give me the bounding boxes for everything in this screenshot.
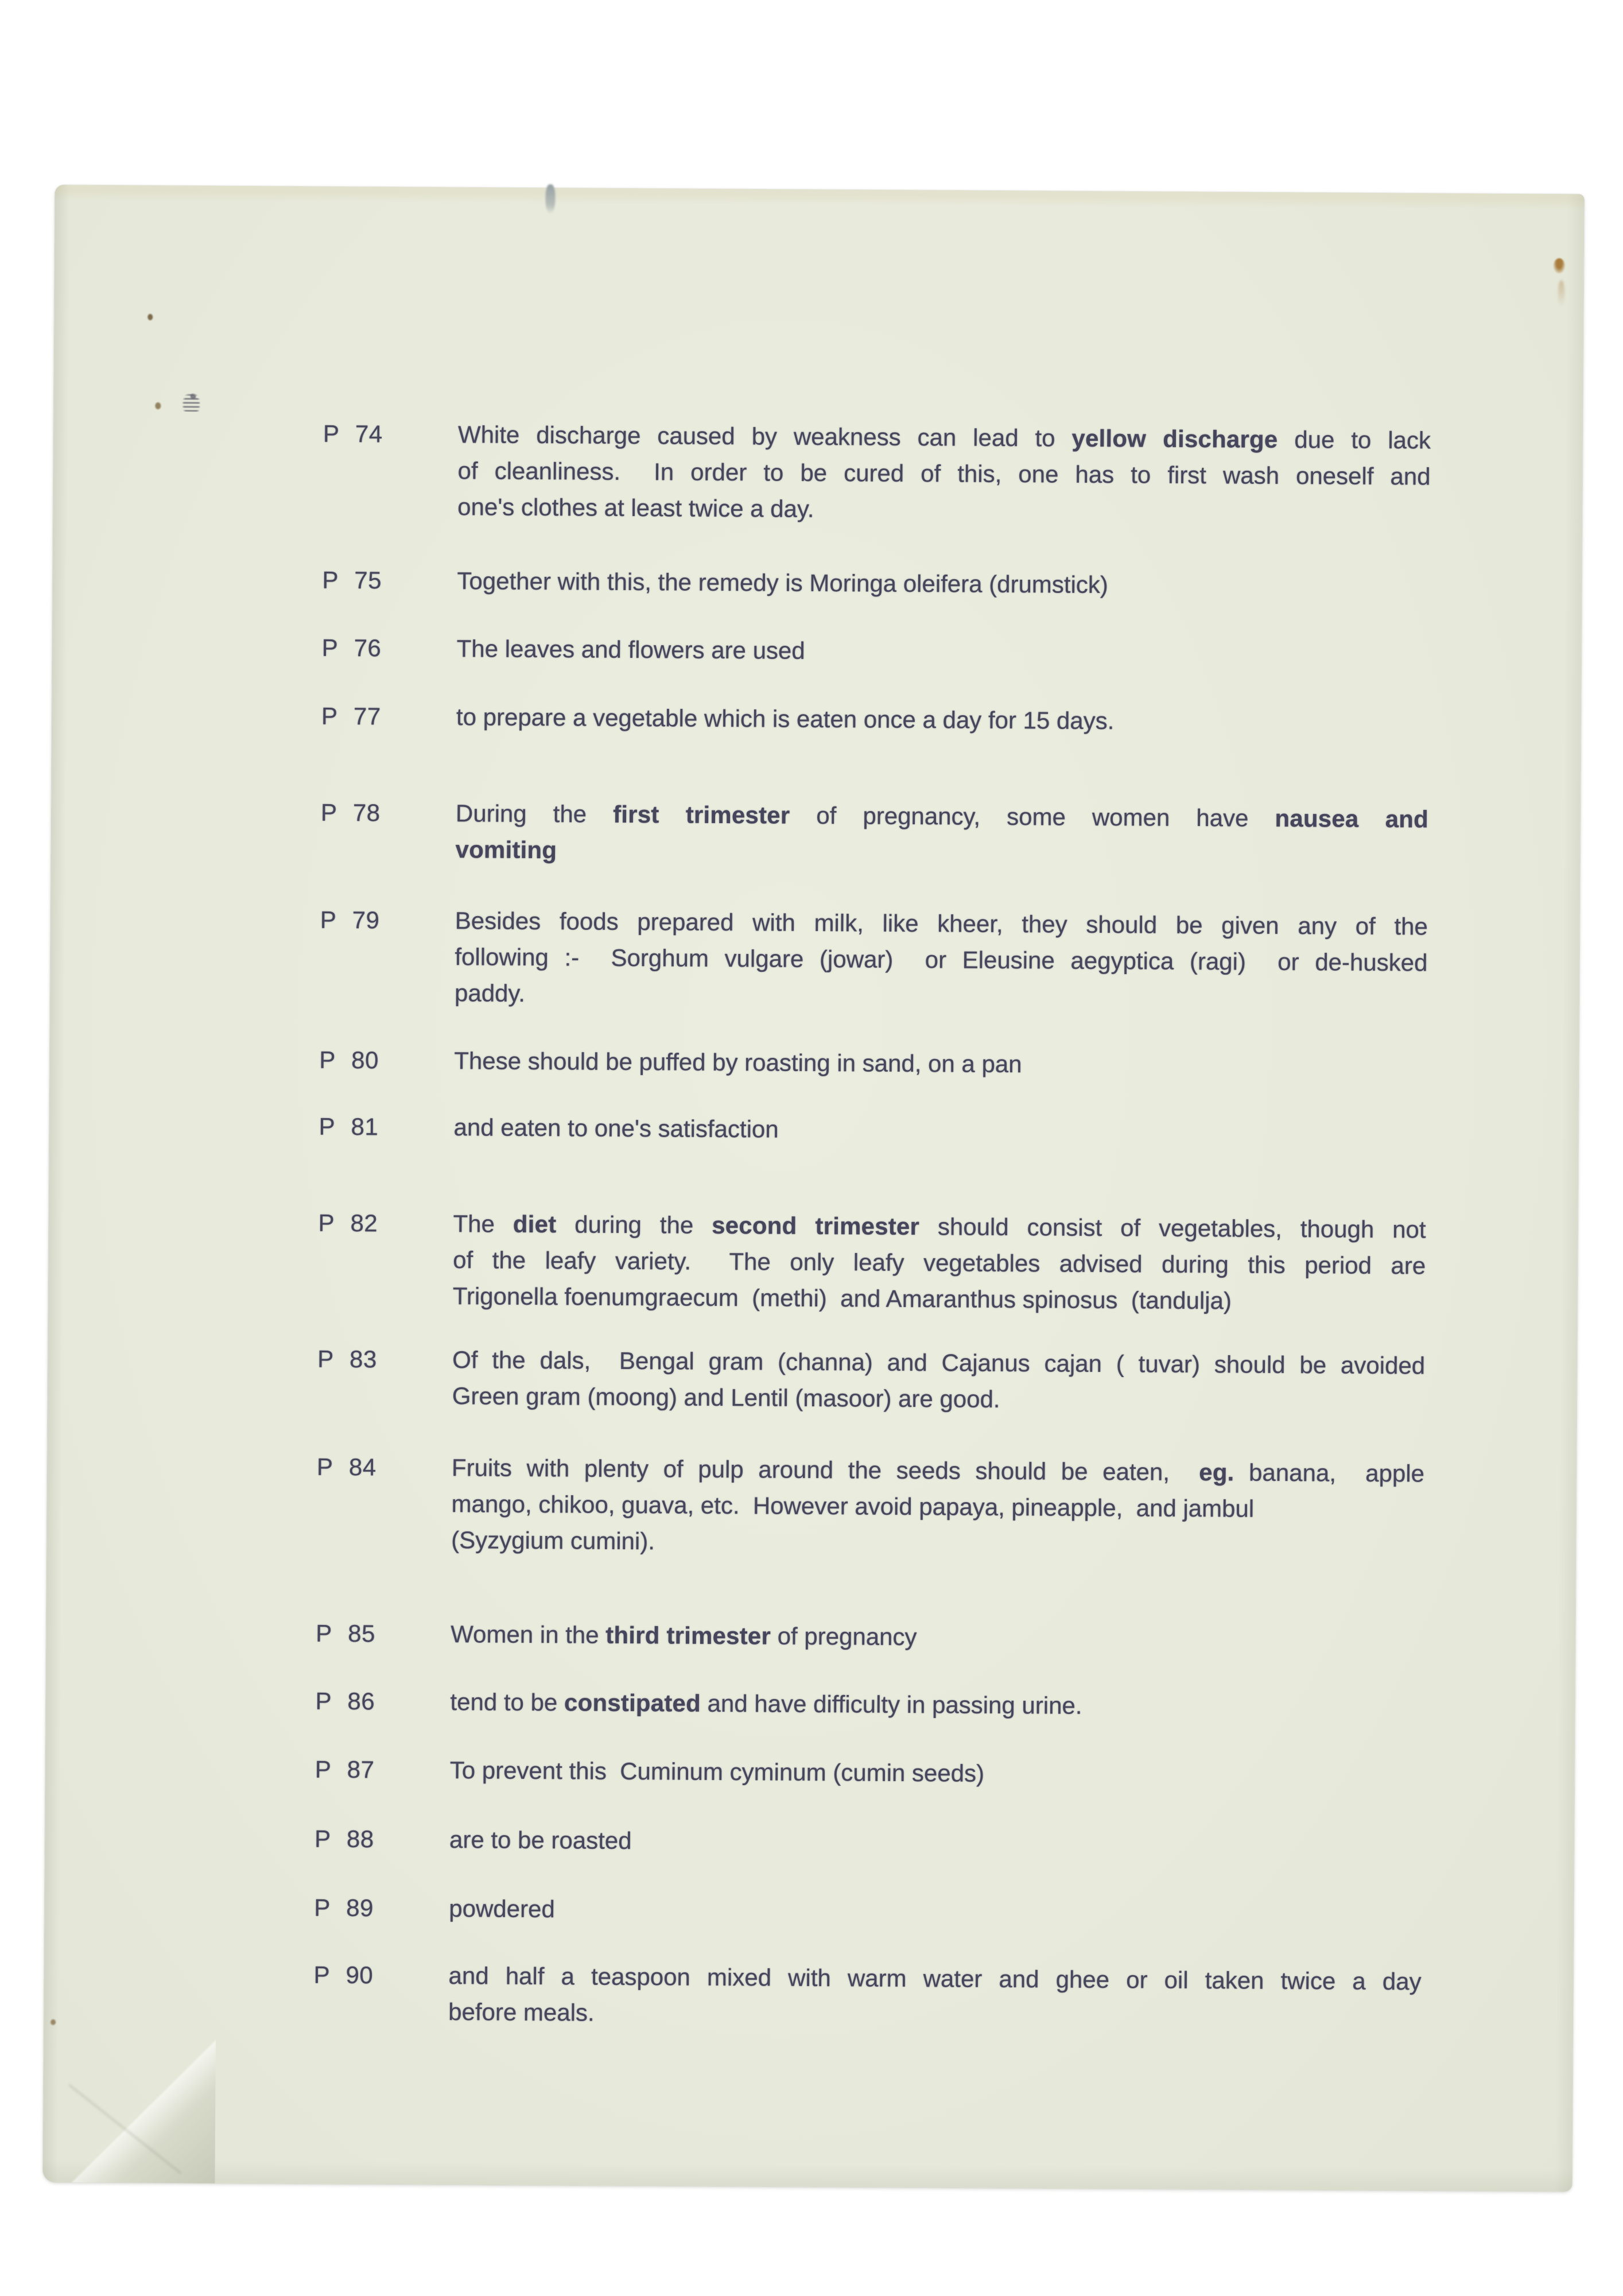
paragraph-row xyxy=(322,562,1430,605)
text-segment: (Syzygium cumini). xyxy=(451,1526,655,1555)
text-segment: of pregnancy, some women have xyxy=(790,801,1275,832)
bold-text-segment: yellow discharge xyxy=(1071,424,1278,453)
text-line xyxy=(450,1684,1423,1725)
text-segment: due to lack xyxy=(1278,425,1431,454)
bold-text-segment: second trimester xyxy=(712,1211,920,1240)
text-line xyxy=(455,902,1428,944)
paragraph-row xyxy=(319,1108,1426,1151)
text-segment: The leaves and flowers are used xyxy=(456,635,805,664)
bold-text-segment: third trimester xyxy=(605,1621,771,1650)
paragraph-text xyxy=(455,902,1428,1017)
paragraph-number: P 83 xyxy=(317,1345,377,1373)
text-line xyxy=(453,1278,1426,1320)
paragraph-number: P 78 xyxy=(320,798,380,827)
text-line xyxy=(448,1957,1421,1999)
text-line xyxy=(453,1242,1426,1283)
text-line xyxy=(456,795,1428,837)
text-segment: To prevent this Cuminum cyminum (cumin seeds) xyxy=(449,1756,985,1787)
text-segment: paddy. xyxy=(454,979,526,1007)
paragraph-text xyxy=(451,1449,1424,1564)
text-segment: powdered xyxy=(449,1895,555,1923)
paragraph-text xyxy=(450,1752,1423,1794)
text-line xyxy=(453,1205,1426,1247)
paragraph-text xyxy=(454,1042,1427,1084)
bold-text-segment: vomiting xyxy=(455,836,557,864)
paragraph-number: P 86 xyxy=(315,1687,375,1715)
text-line xyxy=(457,563,1430,604)
scanned-page xyxy=(42,185,1584,2192)
paragraph-number: P 89 xyxy=(314,1894,374,1922)
paragraph-number: P 79 xyxy=(320,906,380,934)
text-line xyxy=(457,630,1430,672)
paragraph-number: P 81 xyxy=(319,1112,379,1141)
text-segment: During the xyxy=(455,800,614,828)
text-segment: and half a teaspoon mixed with warm water and ghee or oil taken twice a day xyxy=(448,1962,1422,1995)
text-segment: should consist of vegetables, though not xyxy=(919,1213,1426,1243)
text-segment: of the leafy variety. The only leafy vegetables advised during this period are xyxy=(453,1246,1426,1279)
text-segment: mango, chikoo, guava, etc. However avoid papaya, pineapple, and jambul xyxy=(451,1490,1255,1522)
paragraph-row xyxy=(320,794,1428,874)
paragraph-text xyxy=(452,1341,1426,1420)
paragraph-row xyxy=(314,1890,1422,1933)
bold-text-segment: constipated xyxy=(564,1689,701,1717)
paragraph-row xyxy=(322,630,1430,673)
paragraph-list xyxy=(42,185,1584,2192)
text-segment: are to be roasted xyxy=(449,1826,632,1855)
paragraph-text xyxy=(456,699,1429,740)
paragraph-row xyxy=(314,1821,1422,1864)
text-line xyxy=(451,1522,1424,1564)
text-line xyxy=(452,1378,1425,1420)
paragraph-number: P 77 xyxy=(321,702,381,730)
text-segment: Together with this, the remedy is Moringa oleifera (drumstick) xyxy=(457,567,1109,599)
paragraph-number: P 76 xyxy=(321,634,382,662)
text-segment: before meals. xyxy=(448,1998,595,2026)
paragraph-row xyxy=(315,1751,1423,1794)
text-segment: banana, apple xyxy=(1234,1459,1425,1487)
paragraph-row xyxy=(320,902,1428,1017)
paragraph-number: P 85 xyxy=(316,1619,376,1647)
text-segment: The xyxy=(453,1210,514,1238)
text-line xyxy=(454,1042,1427,1084)
text-segment: Green gram (moong) and Lentil (masoor) are good. xyxy=(452,1382,1000,1413)
text-segment: of pregnancy xyxy=(770,1622,917,1651)
text-segment: following :- Sorghum vulgare (jowar) or Eleusine aegyptica (ragi) or de-husked xyxy=(455,943,1428,976)
bold-text-segment: first trimester xyxy=(613,800,790,829)
text-line xyxy=(450,1752,1423,1794)
text-segment: White discharge caused by weakness can lead to xyxy=(457,421,1072,452)
text-line xyxy=(451,1616,1423,1658)
paragraph-number: P 82 xyxy=(318,1209,378,1237)
text-line xyxy=(458,416,1431,458)
text-segment: of cleanliness. In order to be cured of this, one has to first wash oneself and xyxy=(457,457,1431,490)
text-segment: and have difficulty in passing urine. xyxy=(700,1689,1082,1719)
paragraph-text xyxy=(449,1890,1422,1932)
paragraph-text xyxy=(457,416,1431,530)
paragraph-text xyxy=(453,1205,1426,1320)
paragraph-row xyxy=(323,416,1431,531)
paragraph-number: P 75 xyxy=(322,566,382,594)
paragraph-number: P 90 xyxy=(313,1961,374,1989)
text-line xyxy=(451,1486,1424,1527)
paragraph-text xyxy=(448,1957,1422,2035)
paragraph-row xyxy=(317,1341,1426,1420)
text-segment: Trigonella foenumgraecum (methi) and Amaranthus spinosus (tandulja) xyxy=(452,1282,1232,1314)
bold-text-segment: nausea and xyxy=(1275,804,1429,833)
text-segment: and eaten to one's satisfaction xyxy=(453,1114,779,1143)
text-line xyxy=(455,831,1428,873)
paragraph-number: P 74 xyxy=(323,420,383,448)
text-segment: Of the dals, Bengal gram (channa) and Cajanus cajan ( tuvar) should be avoided xyxy=(452,1346,1426,1379)
text-line xyxy=(448,1994,1421,2035)
bold-text-segment: diet xyxy=(512,1210,557,1238)
text-line xyxy=(456,699,1429,740)
paragraph-number: P 87 xyxy=(314,1755,375,1783)
paragraph-number: P 80 xyxy=(319,1046,379,1074)
text-segment: during the xyxy=(556,1211,712,1239)
text-line xyxy=(449,1890,1422,1932)
paragraph-text xyxy=(450,1684,1423,1725)
text-segment: Women in the xyxy=(451,1620,606,1649)
paragraph-row xyxy=(316,1615,1423,1658)
paragraph-number: P 88 xyxy=(314,1825,374,1853)
text-line xyxy=(457,488,1430,530)
text-line xyxy=(452,1341,1425,1383)
text-segment: to prepare a vegetable which is eaten once a day for 15 days. xyxy=(456,703,1115,735)
paragraph-text xyxy=(457,563,1430,604)
paragraph-text xyxy=(457,630,1430,672)
paragraph-row xyxy=(318,1205,1426,1320)
text-line xyxy=(449,1821,1422,1863)
paragraph-row xyxy=(313,1957,1422,2036)
paragraph-number: P 84 xyxy=(316,1453,376,1481)
text-line xyxy=(452,1449,1424,1491)
text-segment: Besides foods prepared with milk, like kheer, they should be given any of the xyxy=(455,907,1428,940)
text-segment: tend to be xyxy=(450,1688,565,1716)
paragraph-row xyxy=(319,1042,1427,1085)
text-line xyxy=(457,452,1430,494)
text-segment: one's clothes at least twice a day. xyxy=(457,493,814,522)
paragraph-row xyxy=(315,1683,1423,1726)
text-line xyxy=(453,1109,1426,1151)
text-segment: These should be puffed by roasting in sand, on a pan xyxy=(454,1047,1022,1078)
text-line xyxy=(455,975,1427,1017)
paragraph-text xyxy=(455,795,1428,873)
paragraph-row xyxy=(321,698,1429,741)
paragraph-text xyxy=(453,1109,1426,1151)
paragraph-text xyxy=(451,1616,1423,1658)
bold-text-segment: eg. xyxy=(1199,1459,1234,1486)
text-segment: Fruits with plenty of pulp around the seeds should be eaten, xyxy=(451,1454,1199,1486)
paragraph-text xyxy=(449,1821,1422,1863)
text-line xyxy=(455,938,1427,980)
paragraph-row xyxy=(316,1449,1424,1564)
